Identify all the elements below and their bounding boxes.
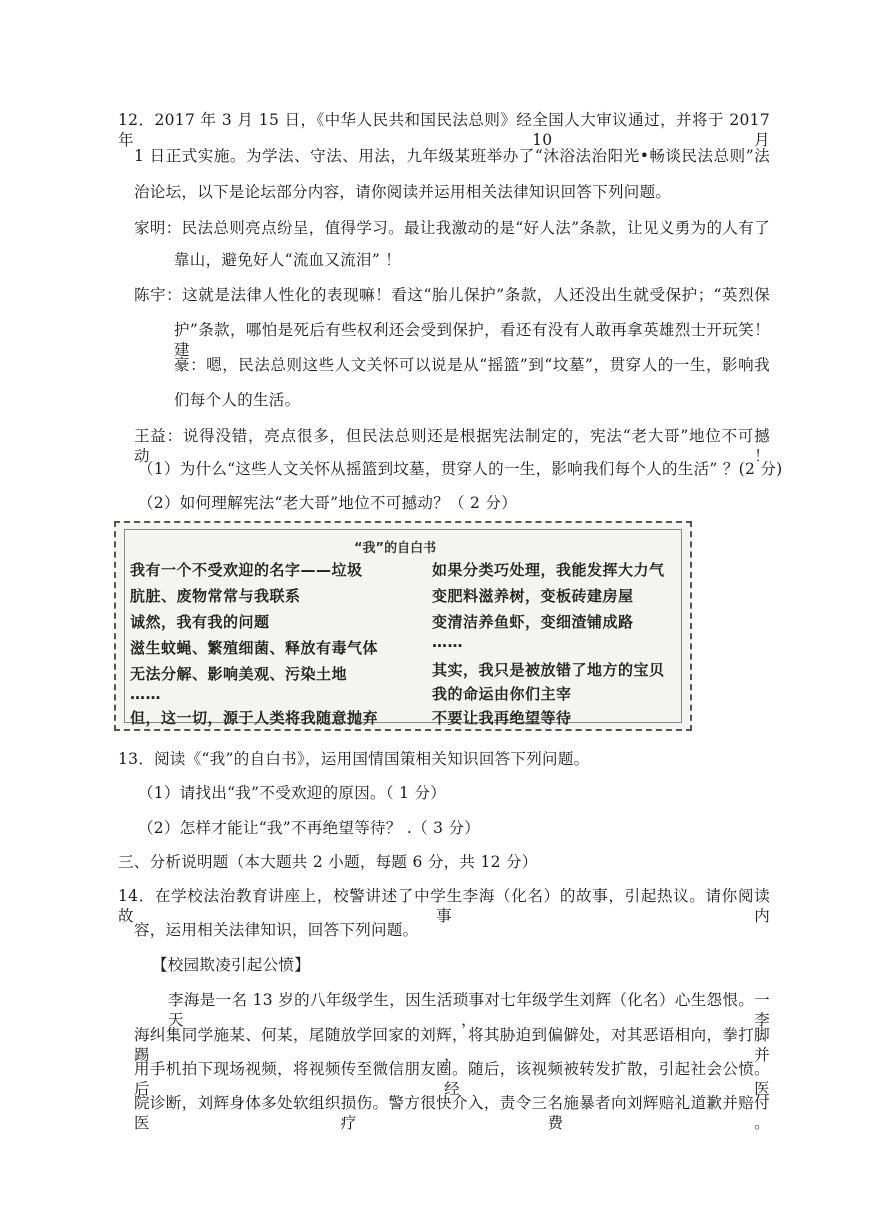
q12-subquestion-1: （1）为什么“这些人文关怀从摇篮到坟墓，贯穿人的一生，影响我们每个人的生活” ？(2 分) [138, 460, 783, 478]
q12-subquestion-2: （2）如何理解宪法“老大哥”地位不可撼动？（ 2 分） [138, 494, 518, 512]
q12-line-2: 1 日正式实施。为学法、守法、用法，九年级某班举办了“沐浴法治阳光•畅谈民法总则”法 [134, 147, 770, 165]
confession-image [114, 521, 692, 731]
q12-line-3: 治论坛，以下是论坛部分内容，请你阅读并运用相关法律知识回答下列问题。 [134, 183, 672, 201]
confession-left-line: …… [130, 685, 161, 703]
confession-right-line: …… [432, 633, 463, 651]
q12-chenyu-line-4: 们每个人的生活。 [174, 391, 301, 409]
q14-heading: 【校园欺凌引起公愤】 [152, 956, 311, 974]
q14-paragraph-line: 院诊断，刘辉身体多处软组织损伤。警方很快介入，责令三名施暴者向刘辉赔礼道歉并赔付医疗费。 [134, 1094, 770, 1132]
q12-chenyu-line-3: 豪：嗯，民法总则这些人文关怀可以说是从“摇篮”到“坟墓”，贯穿人的一生，影响我 [174, 356, 770, 374]
q14-paragraph-line: 海纠集同学施某、何某，尾随放学回家的刘辉，将其胁迫到偏僻处，对其恶语相向，拳打脚踢，并 [134, 1026, 770, 1064]
confession-right-line: 我的命运由你们主宰 [432, 685, 572, 703]
confession-title: “我”的自白书 [354, 541, 437, 556]
confession-right-line: 其实，我只是被放错了地方的宝贝 [432, 661, 665, 679]
q12-chenyu-line-2: 护”条款，哪怕是死后有些权利还会受到保护，看还有没有人敢再拿英雄烈士开玩笑！建 [174, 321, 770, 359]
confession-left-line: 诚然，我有我的问题 [130, 613, 270, 631]
confession-left-line: 滋生蚊蝇、繁殖细菌、释放有毒气体 [130, 639, 379, 657]
q13-subquestion-2: （2）怎样才能让“我”不再绝望等待？ .（ 3 分） [138, 819, 481, 837]
q12-line-1: 12．2017 年 3 月 15 日，《中华人民共和国民法总则》经全国人大审议通过，并将于 2017 年 10 月 [118, 111, 770, 149]
q13-subquestion-1: （1）请找出“我”不受欢迎的原因。（ 1 分） [138, 784, 447, 802]
q14-paragraph-line: 用手机拍下现场视频，将视频传至微信朋友圈。随后，该视频被转发扩散，引起社会公愤。后经医 [134, 1060, 770, 1098]
confession-left-line: 但，这一切，源于人类将我随意抛弃 [130, 709, 379, 727]
confession-right-line: 不要让我再绝望等待 [432, 709, 572, 727]
confession-left-line: 我有一个不受欢迎的名字——垃圾 [130, 561, 363, 579]
q14-paragraph-line: 李海是一名 13 岁的八年级学生，因生活琐事对七年级学生刘辉（化名）心生怨恨。一天，李 [168, 991, 770, 1029]
q13-stem: 13．阅读《“我”的自白书》，运用国情国策相关知识回答下列问题。 [118, 750, 590, 768]
confession-right-line: 变清洁养鱼虾，变细渣铺成路 [432, 613, 634, 631]
q14-line-1: 14．在学校法治教育讲座上，校警讲述了中学生李海（化名）的故事，引起热议。请你阅读故事内 [118, 887, 770, 925]
q12-chenyu-line-1: 陈宇：这就是法律人性化的表现嘛！看这“胎儿保护”条款，人还没出生就受保护；“英烈保 [134, 286, 770, 304]
confession-right-line: 变肥料滋养树，变板砖建房屋 [432, 587, 634, 605]
confession-left-line: 肮脏、废物常常与我联系 [130, 587, 301, 605]
confession-left-line: 无法分解、影响美观、污染土地 [130, 665, 348, 683]
q14-line-2: 容，运用相关法律知识，回答下列问题。 [134, 921, 419, 939]
section-3-heading: 三、分析说明题（本大题共 2 小题，每题 6 分，共 12 分） [118, 853, 538, 871]
q12-wangyi: 王益：说得没错，亮点很多，但民法总则还是根据宪法制定的，宪法“老大哥”地位不可撼动！ [134, 427, 770, 465]
q12-jiaming-line-2: 靠山，避免好人“流血又流泪” ！ [174, 251, 402, 269]
confession-right-line: 如果分类巧处理，我能发挥大力气 [432, 561, 665, 579]
q12-jiaming-line-1: 家明：民法总则亮点纷呈，值得学习。最让我激动的是“好人法”条款，让见义勇为的人有了 [134, 219, 770, 237]
